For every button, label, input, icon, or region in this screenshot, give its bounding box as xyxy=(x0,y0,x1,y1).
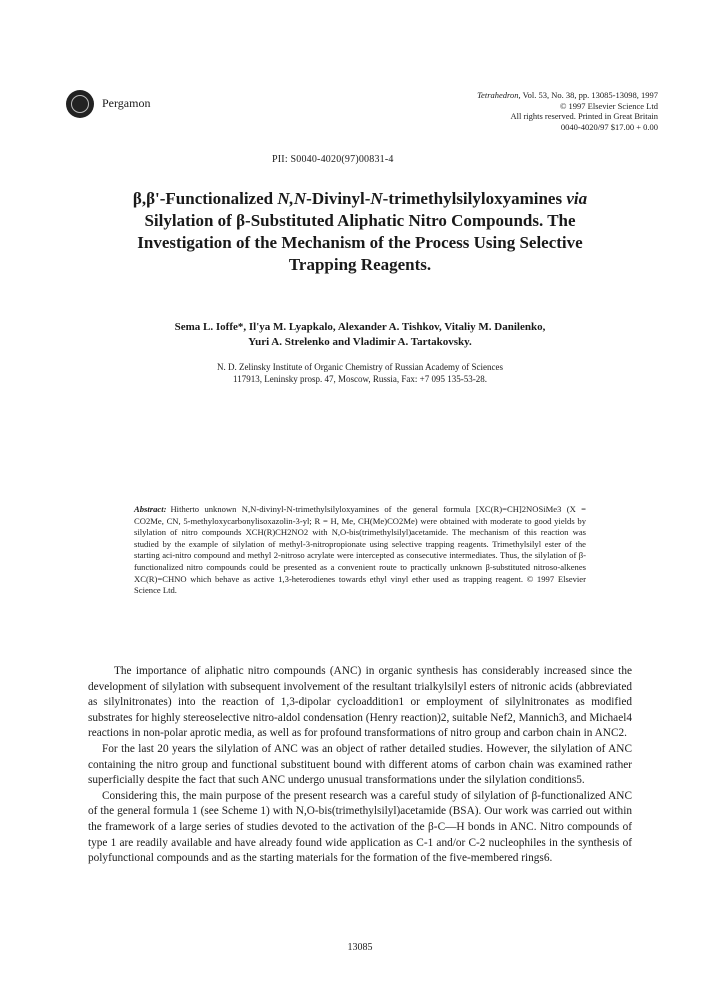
citation-line xyxy=(477,90,658,101)
publisher-logo-icon xyxy=(66,90,94,118)
pii-line: PII: S0040-4020(97)00831-4 xyxy=(272,154,394,165)
title-line-4: Trapping Reagents. xyxy=(288,255,432,274)
copyright-line: © 1997 Elsevier Science Ltd xyxy=(559,100,658,111)
abstract xyxy=(134,504,586,597)
volume-info: Vol. 53, No. 38, pp. 13085-13098, 1997 xyxy=(520,90,658,100)
abstract-label: Abstract: xyxy=(134,504,167,514)
affiliation xyxy=(60,361,660,385)
rights-line: All rights reserved. Printed in Great Britain xyxy=(510,111,658,122)
abstract-text: Hitherto unknown N,N-divinyl-N-trimethylsilyloxyamines of the general formula [XC(R)=CH]2NOSiMe3 (X = CO2Me, CN, 5-methyloxycarbonylisoxazolin-3-yl; R = H, Me, CH(Me)CO2Me) were obtained with moderate to good yields by silylation of nitro compounds XCH(R)CH2NO2 with N,O-bis(trimethylsilyl)acetamide. The mechanism of this reaction was studied by the example of silylation of methyl-3-nitropropionate using selective trapping reagents. Trimethylsilyl ester of the starting aci-nitro compound and methyl 2-nitroso acrylate were intercepted as consecutive intermediates. Thus, the silylation of β-functionalized nitro compounds could be presented as a convenient route to practically unknown β-substituted nitroso-alkenes XC(R)=CHNO which behave as active 1,3-heterodienes towards ethyl vinyl ether used as trapping reagent. © 1997 Elsevier Science Ltd. xyxy=(134,504,586,596)
body-paragraph: The importance of aliphatic nitro compounds (ANC) in organic synthesis has considerably increased since the development of silylation with subsequent involvement of the resultant trialkylsilyl esters of nitronic acids (abbreviated as silylnitronates) into the reaction of 1,3-dipolar cycloaddition1 or employment of silylnitronates as modified substrates for highly stereoselective nitro-aldol condensation (Henry reaction)2, suitable Nef2, Mannich3, and Michael4 reactions in non-polar aprotic media, as well as for profound transformations of nitro group and carbon chain in ANC2. xyxy=(88,665,632,740)
publisher-name: Pergamon xyxy=(102,96,151,110)
authors-line-2: Yuri A. Strelenko and Vladimir A. Tartakovsky. xyxy=(248,336,472,348)
page-number: 13085 xyxy=(347,942,373,953)
affiliation-line-2: 117913, Leninsky prosp. 47, Moscow, Russia, Fax: +7 095 135-53-28. xyxy=(233,374,487,384)
journal-name: Tetrahedron, xyxy=(477,90,521,100)
author-list xyxy=(60,320,660,350)
issn-line: 0040-4020/97 $17.00 + 0.00 xyxy=(560,121,658,132)
authors-line-1: Sema L. Ioffe*, Il'ya M. Lyapkalo, Alexander A. Tishkov, Vitaliy M. Danilenko, xyxy=(174,321,546,333)
title-line-1: β,β'-Functionalized N,N-Divinyl-N-trimethylsilyloxyamines via xyxy=(132,189,588,208)
affiliation-line-1: N. D. Zelinsky Institute of Organic Chemistry of Russian Academy of Sciences xyxy=(216,362,504,372)
body-paragraph: For the last 20 years the silylation of ANC was an object of rather detailed studies. However, the silylation of ANC containing the nitro group and functional substituent bound with different atoms of carbon chain was examined rather superficially despite the fact that such ANC undergo unusual transformations under the silylation conditions5. xyxy=(88,742,632,787)
article-title xyxy=(60,188,660,276)
article-body xyxy=(88,664,632,867)
title-line-2: Silylation of β-Substituted Aliphatic Nitro Compounds. The xyxy=(144,211,576,230)
title-line-3: Investigation of the Mechanism of the Process Using Selective xyxy=(137,233,583,252)
body-paragraph: Considering this, the main purpose of the present research was a careful study of silylation of β-functionalized ANC of the general formula 1 (see Scheme 1) with N,O-bis(trimethylsilyl)acetamide (BSA). Our work was carried out within the framework of a large series of studies devoted to the activation of the β-C—H bonds in ANC. Nitro compounds of type 1 are readily available and have already found wide application as C-1 and/or C-2 nucleophiles in the synthesis of polyfunctional compounds and as the starting materials for the formation of the five-membered rings6. xyxy=(88,789,632,865)
citation-block xyxy=(477,90,658,132)
